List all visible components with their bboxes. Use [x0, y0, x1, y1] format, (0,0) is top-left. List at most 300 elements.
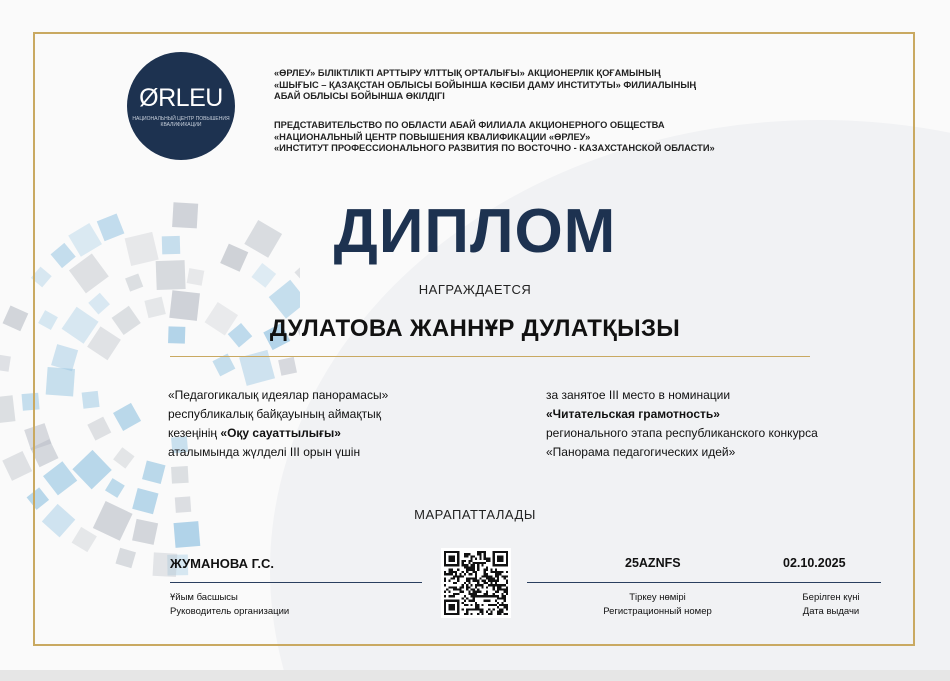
qr-module: [455, 593, 457, 595]
qr-module: [459, 586, 461, 588]
qr-module: [490, 580, 492, 582]
qr-module: [484, 580, 486, 582]
qr-module: [484, 553, 486, 555]
qr-module: [504, 606, 506, 608]
signatory-caption: [170, 591, 289, 619]
logo-word: ØRLEU: [139, 84, 223, 112]
qr-module: [479, 611, 481, 613]
registration-number: 25AZNFS: [625, 556, 681, 570]
qr-module: [493, 586, 495, 588]
qr-module: [477, 613, 479, 615]
qr-module: [457, 593, 459, 595]
qr-module: [484, 571, 486, 573]
qr-module: [462, 575, 464, 577]
qr-module: [459, 591, 461, 593]
registration-line: [527, 582, 881, 583]
award-ru-line: [546, 405, 818, 424]
qr-module: [477, 582, 479, 584]
qr-module: [444, 577, 446, 579]
qr-module: [468, 573, 470, 575]
qr-module: [459, 573, 461, 575]
qr-module: [451, 573, 453, 575]
qr-module: [444, 580, 446, 582]
award-kz-line: «Педагогикалық идеялар панорамасы»: [168, 388, 389, 402]
qr-module: [497, 595, 499, 597]
qr-module: [482, 551, 484, 553]
qr-module: [448, 569, 450, 571]
qr-module: [464, 566, 466, 568]
qr-module: [495, 600, 497, 602]
qr-module: [501, 597, 503, 599]
qr-module: [493, 584, 495, 586]
qr-module: [473, 580, 475, 582]
signatory-name: ЖУМАНОВА Г.С.: [170, 556, 274, 571]
qr-module: [466, 584, 468, 586]
qr-module: [470, 600, 472, 602]
qr-module: [490, 611, 492, 613]
qr-module: [462, 591, 464, 593]
qr-module: [479, 555, 481, 557]
qr-module: [490, 584, 492, 586]
qr-module: [497, 577, 499, 579]
qr-module: [475, 591, 477, 593]
qr-module: [482, 584, 484, 586]
qr-module: [504, 584, 506, 586]
qr-module: [482, 595, 484, 597]
qr-module: [486, 569, 488, 571]
qr-module: [464, 553, 466, 555]
qr-module: [470, 584, 472, 586]
qr-module: [488, 577, 490, 579]
qr-module: [501, 571, 503, 573]
qr-module: [484, 582, 486, 584]
qr-module: [466, 569, 468, 571]
qr-module: [455, 573, 457, 575]
qr-module: [473, 591, 475, 593]
qr-module: [490, 595, 492, 597]
qr-module: [499, 584, 501, 586]
qr-module: [493, 604, 495, 606]
qr-module: [506, 586, 508, 588]
qr-module: [484, 555, 486, 557]
qr-module: [466, 564, 468, 566]
qr-module: [477, 566, 479, 568]
qr-module: [466, 571, 468, 573]
qr-module: [482, 575, 484, 577]
qr-module: [479, 591, 481, 593]
qr-module: [477, 562, 479, 564]
qr-module: [504, 613, 506, 615]
qr-module: [479, 551, 481, 553]
registration-caption-kz: Тіркеу нөмірі: [629, 592, 686, 603]
qr-module: [477, 606, 479, 608]
qr-module: [482, 562, 484, 564]
qr-module: [477, 604, 479, 606]
registration-caption-ru: Регистрационный номер: [603, 606, 712, 617]
qr-module: [499, 597, 501, 599]
qr-module: [470, 593, 472, 595]
qr-module: [453, 571, 455, 573]
qr-module: [477, 569, 479, 571]
qr-module: [446, 573, 448, 575]
signature-line: [170, 582, 422, 583]
qr-module: [462, 597, 464, 599]
qr-module: [490, 569, 492, 571]
awarded-label: НАГРАЖДАЕТСЯ: [418, 282, 532, 297]
qr-module: [497, 611, 499, 613]
qr-module: [475, 604, 477, 606]
qr-module: [499, 608, 501, 610]
qr-module: [504, 591, 506, 593]
qr-module: [486, 566, 488, 568]
awards-label: МАРАПАТТАЛАДЫ: [414, 507, 536, 522]
qr-module: [466, 580, 468, 582]
qr-module: [451, 595, 453, 597]
qr-module: [470, 564, 472, 566]
qr-module: [457, 575, 459, 577]
qr-module: [486, 586, 488, 588]
qr-module: [466, 597, 468, 599]
qr-module: [464, 600, 466, 602]
qr-module: [468, 566, 470, 568]
mosaic-tile: [2, 451, 32, 481]
qr-module: [477, 553, 479, 555]
qr-module: [493, 577, 495, 579]
qr-module: [506, 606, 508, 608]
qr-module: [499, 589, 501, 591]
qr-module: [475, 573, 477, 575]
qr-module: [466, 553, 468, 555]
header-kz-line: АБАЙ ОБЛЫСЫ БОЙЫНША ӨКІЛДІГІ: [274, 91, 445, 101]
qr-module: [504, 595, 506, 597]
diploma-title: ДИПЛОМ: [333, 197, 617, 266]
qr-module: [448, 604, 455, 611]
qr-module: [495, 591, 497, 593]
qr-module: [479, 577, 481, 579]
qr-module: [486, 611, 488, 613]
qr-module: [448, 573, 450, 575]
qr-module: [486, 575, 488, 577]
qr-module: [497, 606, 499, 608]
qr-module: [468, 582, 470, 584]
qr-module: [501, 589, 503, 591]
qr-module: [473, 593, 475, 595]
qr-module: [468, 553, 470, 555]
qr-module: [475, 558, 477, 560]
qr-module: [479, 608, 481, 610]
qr-module: [462, 584, 464, 586]
qr-module: [477, 591, 479, 593]
qr-module: [462, 586, 464, 588]
qr-module: [484, 562, 486, 564]
qr-module: [497, 597, 499, 599]
qr-module: [501, 611, 503, 613]
qr-module: [448, 580, 450, 582]
qr-module: [482, 613, 484, 615]
qr-module: [457, 569, 459, 571]
qr-module: [504, 600, 506, 602]
qr-module: [479, 584, 481, 586]
qr-module: [468, 562, 470, 564]
qr-module: [466, 604, 468, 606]
award-ru-line: за занятое III место в номинации: [546, 388, 731, 402]
qr-module: [497, 613, 499, 615]
qr-module: [488, 584, 490, 586]
qr-module: [482, 608, 484, 610]
qr-module: [466, 577, 468, 579]
qr-module: [473, 600, 475, 602]
qr-module: [453, 575, 455, 577]
qr-module: [470, 604, 472, 606]
qr-module: [455, 571, 457, 573]
qr-module: [475, 584, 477, 586]
qr-module: [453, 577, 455, 579]
qr-module: [484, 551, 486, 553]
qr-module: [493, 608, 495, 610]
qr-module: [488, 600, 490, 602]
qr-module: [477, 580, 479, 582]
award-kz-line: [168, 424, 388, 443]
qr-module: [470, 560, 472, 562]
qr-module: [488, 580, 490, 582]
qr-module: [490, 582, 492, 584]
award-text-kazakh: [168, 386, 388, 462]
qr-module: [470, 573, 472, 575]
qr-module: [444, 571, 446, 573]
qr-module: [497, 586, 499, 588]
qr-module: [484, 575, 486, 577]
bottom-strip: [0, 670, 950, 681]
qr-module: [473, 595, 475, 597]
qr-module: [466, 566, 468, 568]
qr-module: [499, 571, 501, 573]
qr-module: [466, 555, 468, 557]
issue-date: 02.10.2025: [783, 556, 846, 570]
logo-subtitle: НАЦИОНАЛЬНЫЙ ЦЕНТР ПОВЫШЕНИЯ КВАЛИФИКАЦИИ: [132, 116, 230, 128]
qr-module: [468, 577, 470, 579]
qr-module: [488, 575, 490, 577]
qr-module: [475, 577, 477, 579]
qr-module: [482, 580, 484, 582]
qr-module: [501, 593, 503, 595]
qr-module: [453, 595, 455, 597]
qr-module: [499, 586, 501, 588]
qr-module: [470, 566, 472, 568]
qr-module: [488, 608, 490, 610]
qr-module: [459, 575, 461, 577]
qr-module: [488, 613, 490, 615]
qr-module: [455, 575, 457, 577]
qr-module: [495, 604, 497, 606]
signatory-caption-ru: Руководитель организации: [170, 606, 290, 617]
qr-module: [470, 577, 472, 579]
qr-module: [457, 577, 459, 579]
qr-module: [473, 597, 475, 599]
qr-module: [488, 595, 490, 597]
qr-module: [482, 604, 484, 606]
qr-module: [486, 577, 488, 579]
qr-module: [493, 595, 495, 597]
award-ru-line: регионального этапа республиканского конкурса: [546, 426, 818, 440]
qr-module: [497, 584, 499, 586]
qr-module: [455, 586, 457, 588]
qr-module: [497, 589, 499, 591]
issue-date-caption-ru: Дата выдачи: [802, 606, 860, 617]
award-kz-text: кезеңінің: [168, 426, 221, 440]
qr-module: [484, 600, 486, 602]
qr-module: [468, 580, 470, 582]
qr-module: [477, 564, 479, 566]
qr-module: [479, 553, 481, 555]
qr-module: [466, 611, 468, 613]
qr-module: [470, 589, 472, 591]
qr-module: [451, 571, 453, 573]
qr-module: [466, 613, 468, 615]
qr-module: [495, 573, 497, 575]
qr-module: [466, 589, 468, 591]
qr-module: [506, 604, 508, 606]
qr-module: [468, 608, 470, 610]
award-ru-line: «Панорама педагогических идей»: [546, 445, 736, 459]
qr-module: [477, 595, 479, 597]
qr-module: [468, 586, 470, 588]
qr-module: [504, 577, 506, 579]
qr-module: [486, 593, 488, 595]
qr-module: [506, 593, 508, 595]
qr-module: [501, 602, 503, 604]
qr-module: [495, 569, 497, 571]
qr-module: [495, 595, 497, 597]
qr-module: [493, 589, 495, 591]
award-text-russian: [546, 386, 818, 462]
qr-module: [477, 551, 479, 553]
qr-module: [484, 569, 486, 571]
qr-module: [506, 571, 508, 573]
header-kazakh: [274, 68, 834, 103]
qr-module: [457, 580, 459, 582]
qr-module: [506, 608, 508, 610]
qr-module: [464, 573, 466, 575]
qr-module: [499, 613, 501, 615]
qr-module: [486, 560, 488, 562]
qr-module: [488, 560, 490, 562]
recipient-underline: [170, 356, 810, 357]
qr-module: [470, 555, 472, 557]
qr-module: [470, 613, 472, 615]
qr-module: [490, 575, 492, 577]
qr-module: [482, 564, 484, 566]
qr-module: [477, 584, 479, 586]
qr-module: [464, 604, 466, 606]
qr-module: [495, 584, 497, 586]
qr-module: [479, 595, 481, 597]
qr-module: [504, 604, 506, 606]
qr-module: [501, 584, 503, 586]
qr-module: [462, 571, 464, 573]
qr-module: [473, 589, 475, 591]
qr-module: [499, 611, 501, 613]
recipient-name: ДУЛАТОВА ЖАННҰР ДУЛАТҚЫЗЫ: [269, 315, 681, 342]
qr-module: [506, 591, 508, 593]
qr-module: [455, 582, 457, 584]
qr-module: [506, 613, 508, 615]
qr-module: [490, 613, 492, 615]
qr-module: [453, 586, 455, 588]
qr-module: [473, 577, 475, 579]
qr-module: [477, 608, 479, 610]
qr-module: [462, 562, 464, 564]
qr-module: [488, 558, 490, 560]
qr-module: [504, 589, 506, 591]
qr-module: [464, 582, 466, 584]
qr-module: [473, 569, 475, 571]
qr-module: [506, 580, 508, 582]
qr-module: [475, 575, 477, 577]
qr-module: [495, 580, 497, 582]
qr-module: [497, 555, 504, 562]
qr-module: [466, 586, 468, 588]
qr-module: [506, 575, 508, 577]
qr-module: [484, 558, 486, 560]
qr-module: [475, 606, 477, 608]
qr-module: [486, 591, 488, 593]
qr-module: [475, 586, 477, 588]
qr-module: [468, 560, 470, 562]
nomination-kz: «Оқу сауаттылығы»: [220, 426, 341, 440]
qr-module: [493, 593, 495, 595]
qr-module: [473, 564, 475, 566]
header-ru-line: ПРЕДСТАВИТЕЛЬСТВО ПО ОБЛАСТИ АБАЙ ФИЛИАЛА АКЦИОНЕРНОГО ОБЩЕСТВА: [274, 120, 665, 130]
qr-module: [459, 589, 461, 591]
qr-module: [501, 575, 503, 577]
qr-module: [470, 558, 472, 560]
qr-module: [462, 602, 464, 604]
qr-module: [501, 595, 503, 597]
qr-module: [493, 571, 495, 573]
qr-module: [451, 569, 453, 571]
qr-module: [470, 569, 472, 571]
qr-module: [488, 604, 490, 606]
qr-module: [484, 593, 486, 595]
qr-module: [497, 571, 499, 573]
registration-caption: [590, 591, 725, 619]
qr-module: [501, 608, 503, 610]
qr-module: [464, 564, 466, 566]
qr-code-icon[interactable]: [441, 548, 511, 618]
qr-module: [479, 562, 481, 564]
header-russian: [274, 120, 834, 155]
qr-module: [506, 589, 508, 591]
qr-module: [468, 593, 470, 595]
qr-module: [451, 586, 453, 588]
qr-module: [444, 595, 446, 597]
qr-module: [484, 595, 486, 597]
orleu-logo: [127, 52, 235, 160]
qr-module: [497, 602, 499, 604]
qr-module: [475, 593, 477, 595]
qr-module: [455, 589, 457, 591]
qr-module: [495, 575, 497, 577]
qr-module: [497, 580, 499, 582]
qr-module: [444, 591, 446, 593]
qr-module: [473, 562, 475, 564]
qr-module: [453, 593, 455, 595]
qr-module: [473, 566, 475, 568]
header-kz-line: «ШЫҒЫС – ҚАЗАҚСТАН ОБЛЫСЫ БОЙЫНША КӘСІБИ ДАМУ ИНСТИТУТЫ» ФИЛИАЛЫНЫҢ: [274, 79, 697, 90]
qr-module: [453, 589, 455, 591]
qr-module: [444, 584, 446, 586]
qr-module: [453, 582, 455, 584]
